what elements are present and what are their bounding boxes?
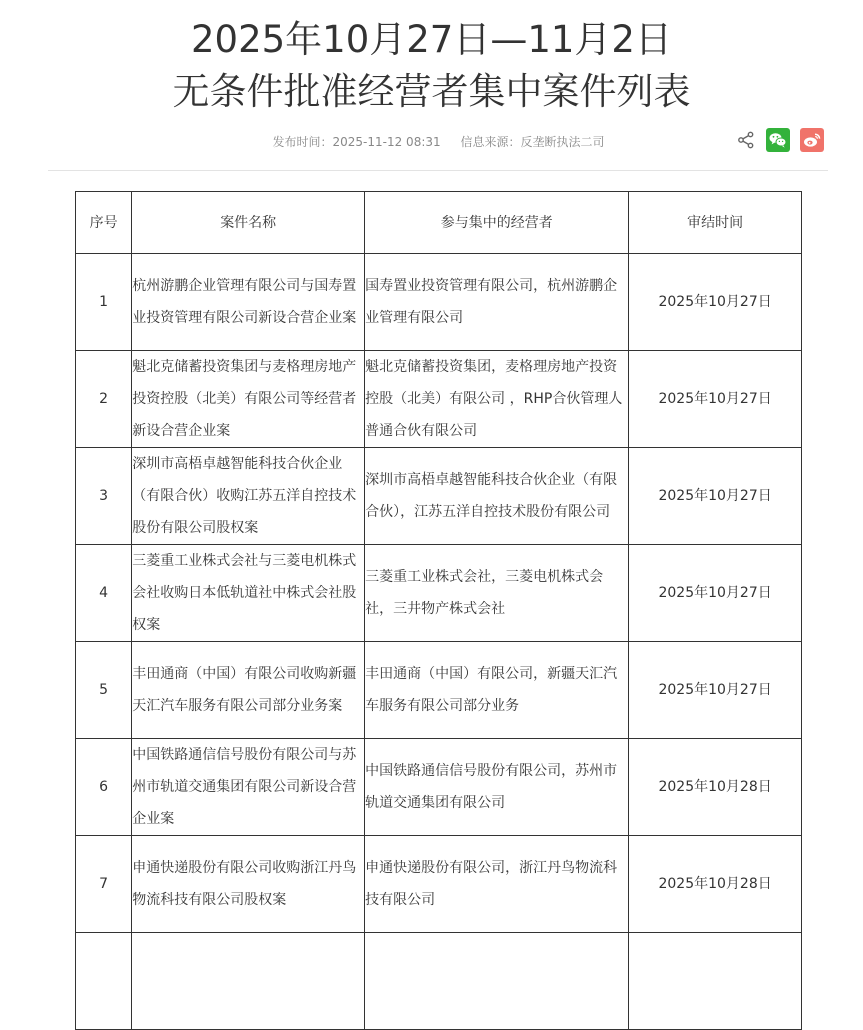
publish-time: 发布时间：2025-11-12 08:31 [272,135,441,149]
page-title [0,14,863,118]
case-date: 2025年10月28日 [629,836,802,933]
wechat-icon[interactable] [766,128,790,152]
case-date: 2025年10月27日 [629,545,802,642]
case-name: 三菱重工业株式会社与三菱电机株式会社收购日本低轨道社中株式会社股权案 [132,545,365,642]
weibo-icon[interactable] [800,128,824,152]
table-row [76,836,802,933]
case-parties [365,933,629,1030]
table-header-row [76,192,802,254]
row-num: 7 [76,836,132,933]
row-num: 2 [76,351,132,448]
case-date: 2025年10月27日 [629,254,802,351]
case-date [629,933,802,1030]
table-row [76,448,802,545]
case-name: 杭州游鹏企业管理有限公司与国寿置业投资管理有限公司新设合营企业案 [132,254,365,351]
header-num: 序号 [76,192,132,254]
share-icon[interactable] [737,131,755,149]
case-parties: 中国铁路通信信号股份有限公司，苏州市轨道交通集团有限公司 [365,739,629,836]
case-name: 丰田通商（中国）有限公司收购新疆天汇汽车服务有限公司部分业务案 [132,642,365,739]
table-row [76,545,802,642]
row-num [76,933,132,1030]
header-date: 审结时间 [629,192,802,254]
divider [48,170,828,171]
row-num: 5 [76,642,132,739]
case-name: 申通快递股份有限公司收购浙江丹鸟物流科技有限公司股权案 [132,836,365,933]
info-source: 信息来源：反垄断执法二司 [460,135,605,149]
title-line-2: 无条件批准经营者集中案件列表 [172,70,691,113]
case-name: 深圳市高梧卓越智能科技合伙企业（有限合伙）收购江苏五洋自控技术股份有限公司股权案 [132,448,365,545]
case-date: 2025年10月28日 [629,739,802,836]
case-parties: 深圳市高梧卓越智能科技合伙企业（有限合伙），江苏五洋自控技术股份有限公司 [365,448,629,545]
article-meta [0,133,863,150]
table-row [76,933,802,1030]
title-line-1: 2025年10月27日—11月2日 [191,18,672,61]
table-row [76,351,802,448]
row-num: 4 [76,545,132,642]
case-date: 2025年10月27日 [629,448,802,545]
case-parties: 魁北克储蓄投资集团，麦格理房地产投资控股（北美）有限公司 ，RHP合伙管理人普通合伙有限公司 [365,351,629,448]
case-name: 魁北克储蓄投资集团与麦格理房地产投资控股（北美）有限公司等经营者新设合营企业案 [132,351,365,448]
table-row [76,642,802,739]
row-num: 3 [76,448,132,545]
case-name [132,933,365,1030]
case-name: 中国铁路通信信号股份有限公司与苏州市轨道交通集团有限公司新设合营企业案 [132,739,365,836]
case-parties: 申通快递股份有限公司，浙江丹鸟物流科技有限公司 [365,836,629,933]
case-parties: 丰田通商（中国）有限公司，新疆天汇汽车服务有限公司部分业务 [365,642,629,739]
row-num: 1 [76,254,132,351]
case-date: 2025年10月27日 [629,642,802,739]
header-case-name: 案件名称 [132,192,365,254]
header-parties: 参与集中的经营者 [365,192,629,254]
row-num: 6 [76,739,132,836]
table-row [76,739,802,836]
cases-table [75,191,802,1030]
table-row [76,254,802,351]
case-parties: 三菱重工业株式会社，三菱电机株式会社，三井物产株式会社 [365,545,629,642]
case-date: 2025年10月27日 [629,351,802,448]
case-parties: 国寿置业投资管理有限公司，杭州游鹏企业管理有限公司 [365,254,629,351]
